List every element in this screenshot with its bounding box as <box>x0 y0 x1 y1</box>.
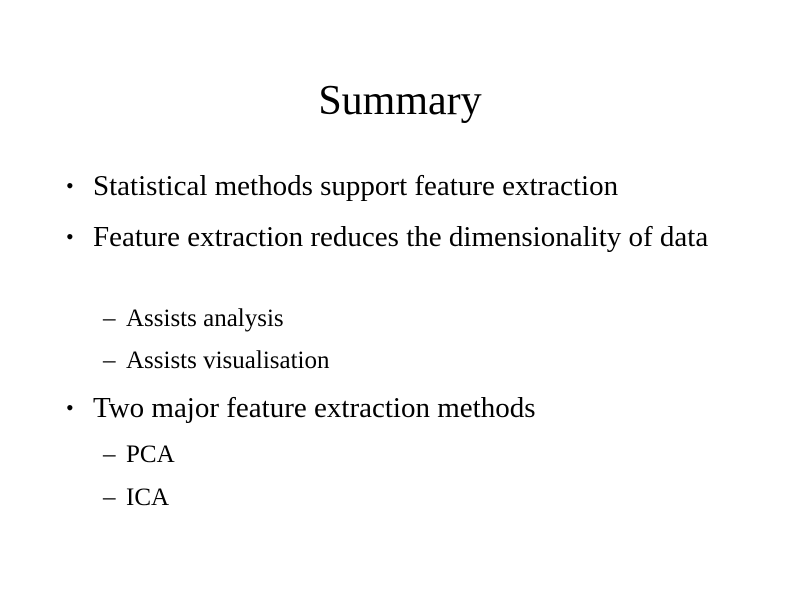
sub-bullet-item <box>103 483 703 513</box>
bullet-marker: • <box>66 224 74 249</box>
bullet-marker: • <box>66 173 74 198</box>
sub-bullet-item <box>103 440 703 470</box>
bullet-item <box>66 391 746 425</box>
sub-bullet-text: Assists visualisation <box>126 347 330 374</box>
sub-bullet-item <box>103 304 703 334</box>
bullet-item <box>66 169 746 203</box>
bullet-item <box>66 220 746 254</box>
slide-title: Summary <box>318 78 482 124</box>
bullet-marker: • <box>66 395 74 420</box>
bullet-text: Two major feature extraction methods <box>93 392 536 424</box>
bullet-text: Statistical methods support feature extraction <box>93 170 619 202</box>
sub-bullet-text: Assists analysis <box>126 305 284 332</box>
sub-bullet-marker: – <box>103 347 116 374</box>
sub-bullet-marker: – <box>103 305 116 332</box>
sub-bullet-marker: – <box>103 441 116 468</box>
sub-bullet-item <box>103 346 703 376</box>
bullet-text: Feature extraction reduces the dimensionality of data <box>93 221 709 253</box>
sub-bullet-marker: – <box>103 484 116 511</box>
sub-bullet-text: PCA <box>126 441 175 468</box>
sub-bullet-text: ICA <box>126 484 170 511</box>
